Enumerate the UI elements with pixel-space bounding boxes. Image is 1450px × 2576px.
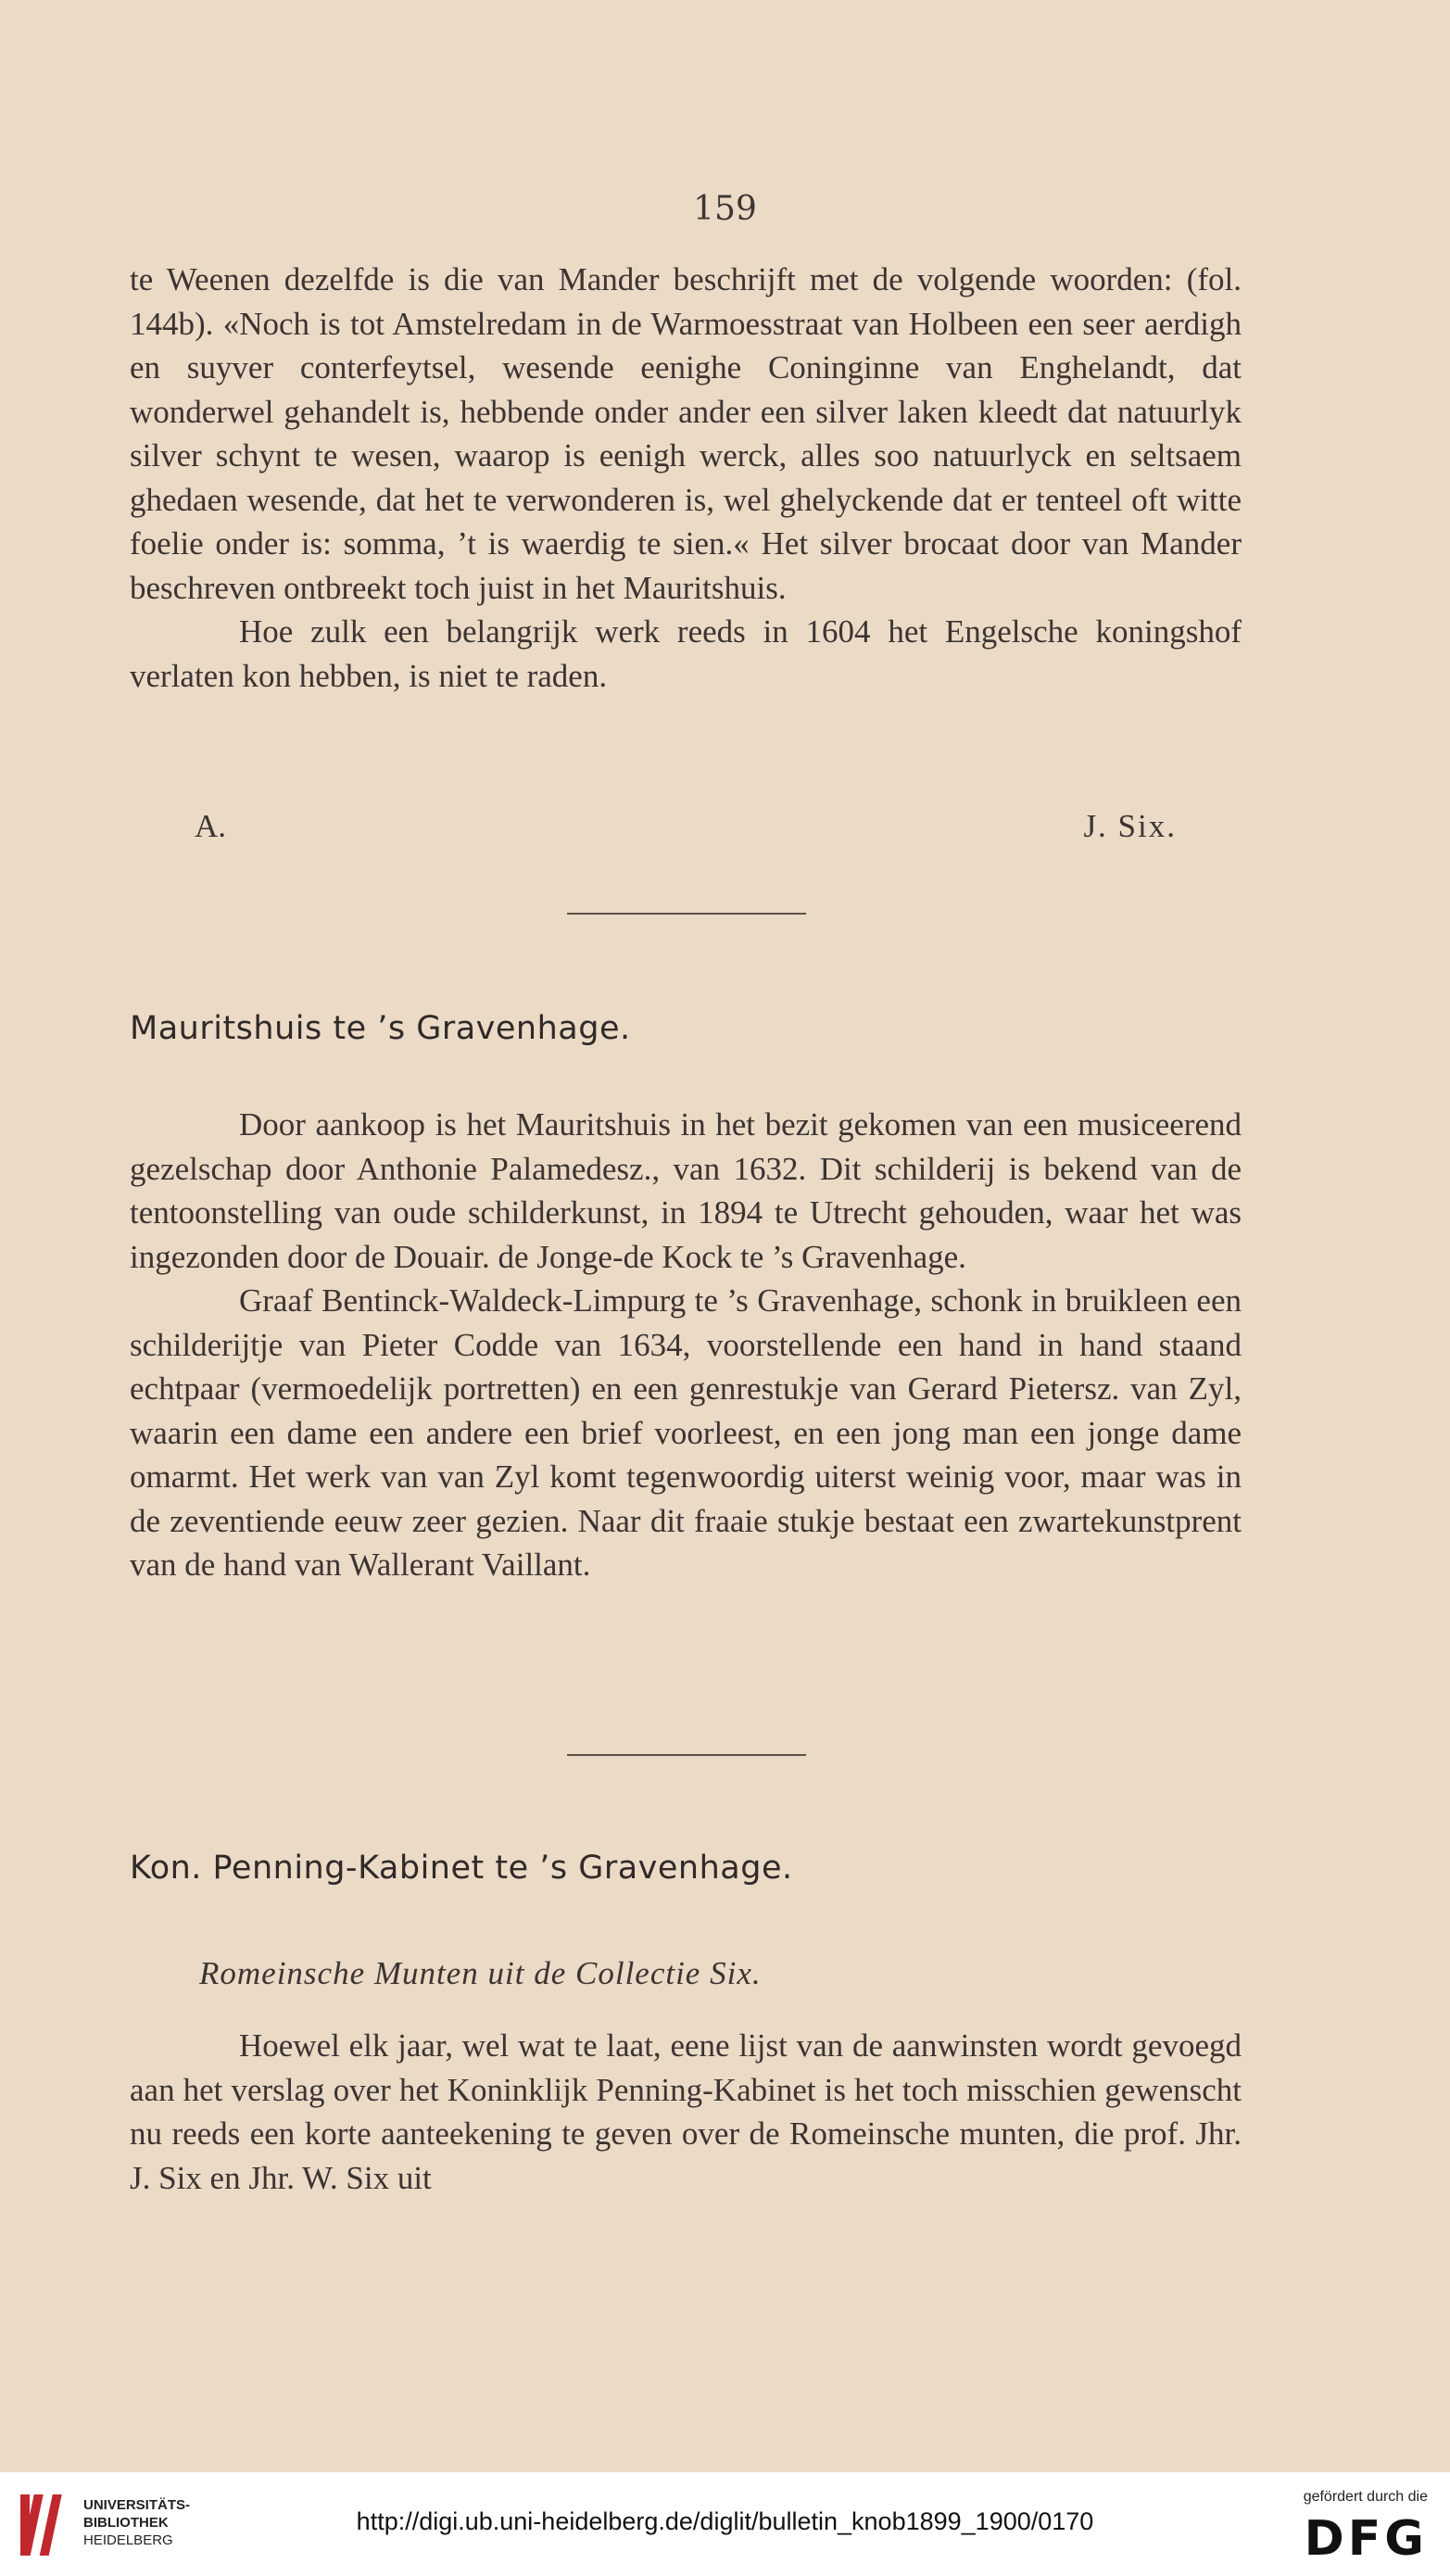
signature-initial: A. (195, 808, 227, 844)
article1-body (130, 258, 1242, 698)
section-divider (567, 913, 806, 915)
library-name-line1: UNIVERSITÄTS- (83, 2497, 191, 2513)
section2-body (130, 1103, 1242, 1587)
library-name-line3: HEIDELBERG (83, 2532, 173, 2548)
section-heading-mauritshuis: Mauritshuis te ’s Gravenhage. (130, 1010, 631, 1047)
section-divider (567, 1754, 806, 1756)
dfg-logo: DFG (1304, 2511, 1428, 2567)
article1-paragraph-2: Hoe zulk een belangrijk werk reeds in 1604 het Engelsche koningshof verlaten kon hebben, is niet te raden. (130, 613, 1242, 694)
library-name-line2: BIBLIOTHEK (83, 2515, 169, 2531)
section2-paragraph-1: Door aankoop is het Mauritshuis in het bezit gekomen van een musiceerend gezelschap door Anthonie Palamedesz., van 1632. Dit schilderij is bekend van de tentoonstelling van oude schilderkunst, in 1894 te Utrecht gehouden, waar het was ingezonden door de Douair. de Jonge-de Kock te ’s Gravenhage. (130, 1106, 1242, 1275)
article1-paragraph-1: te Weenen dezelfde is die van Mander beschrijft met de volgende woorden: (fol. 144b). «Noch is tot Amstelredam in de Warmoesstraat van Holbeen een seer aerdigh en suyver conterfeytsel, wesende eenighe Coninginne van Enghelandt, dat wonderwel gehandelt is, hebbende onder ander een silver laken kleedt dat natuurlyk silver schynt te wesen, waarop is eenigh werck, alles soo natuurlyck en seltsaem ghedaen wesende, dat het te verwonderen is, wel ghelyckende dat er tenteel oft witte foelie onder is: somma, ’t is waerdig te sien.« Het silver brocaat door van Mander beschreven ontbreekt toch juist in het Mauritshuis. (130, 261, 1242, 606)
section2-paragraph-2: Graaf Bentinck-Waldeck-Limpurg te ’s Gravenhage, schonk in bruikleen een schilderijtje van Pieter Codde van 1634, voorstellende een hand in hand staand echtpaar (vermoedelijk portretten) en een genrestukje van Gerard Pietersz. van Zyl, waarin een dame een andere een brief voorleest, en een jong man een jonge dame omarmt. Het werk van van Zyl komt tegenwoordig uiterst weinig voor, maar was in de zeventiende eeuw zeer gezien. Naar dit fraaie stukje bestaat een zwartekunstprent van de hand van Wallerant Vaillant. (130, 1282, 1242, 1583)
signature-author: J. Six. (1083, 808, 1177, 844)
funding-label: gefördert durch die (1303, 2489, 1428, 2505)
section3-subheading: Romeinsche Munten uit de Collectie Six. (199, 1955, 762, 1991)
permalink-url[interactable]: http://digi.ub.uni-heidelberg.de/diglit/bulletin_knob1899_1900/0170 (356, 2507, 1094, 2535)
digitization-footer (0, 2472, 1450, 2576)
page-number: 159 (693, 190, 757, 228)
section3-paragraph-1: Hoewel elk jaar, wel wat te laat, eene lijst van de aanwinsten wordt gevoegd aan het verslag over het Koninklijk Penning-Kabinet is het toch misschien gewenscht nu reeds een korte aanteekening te geven over de Romeinsche munten, die prof. Jhr. J. Six en Jhr. W. Six uit (130, 2027, 1242, 2196)
section3-body (130, 2024, 1242, 2200)
section-heading-penning-kabinet: Kon. Penning-Kabinet te ’s Gravenhage. (130, 1850, 793, 1887)
